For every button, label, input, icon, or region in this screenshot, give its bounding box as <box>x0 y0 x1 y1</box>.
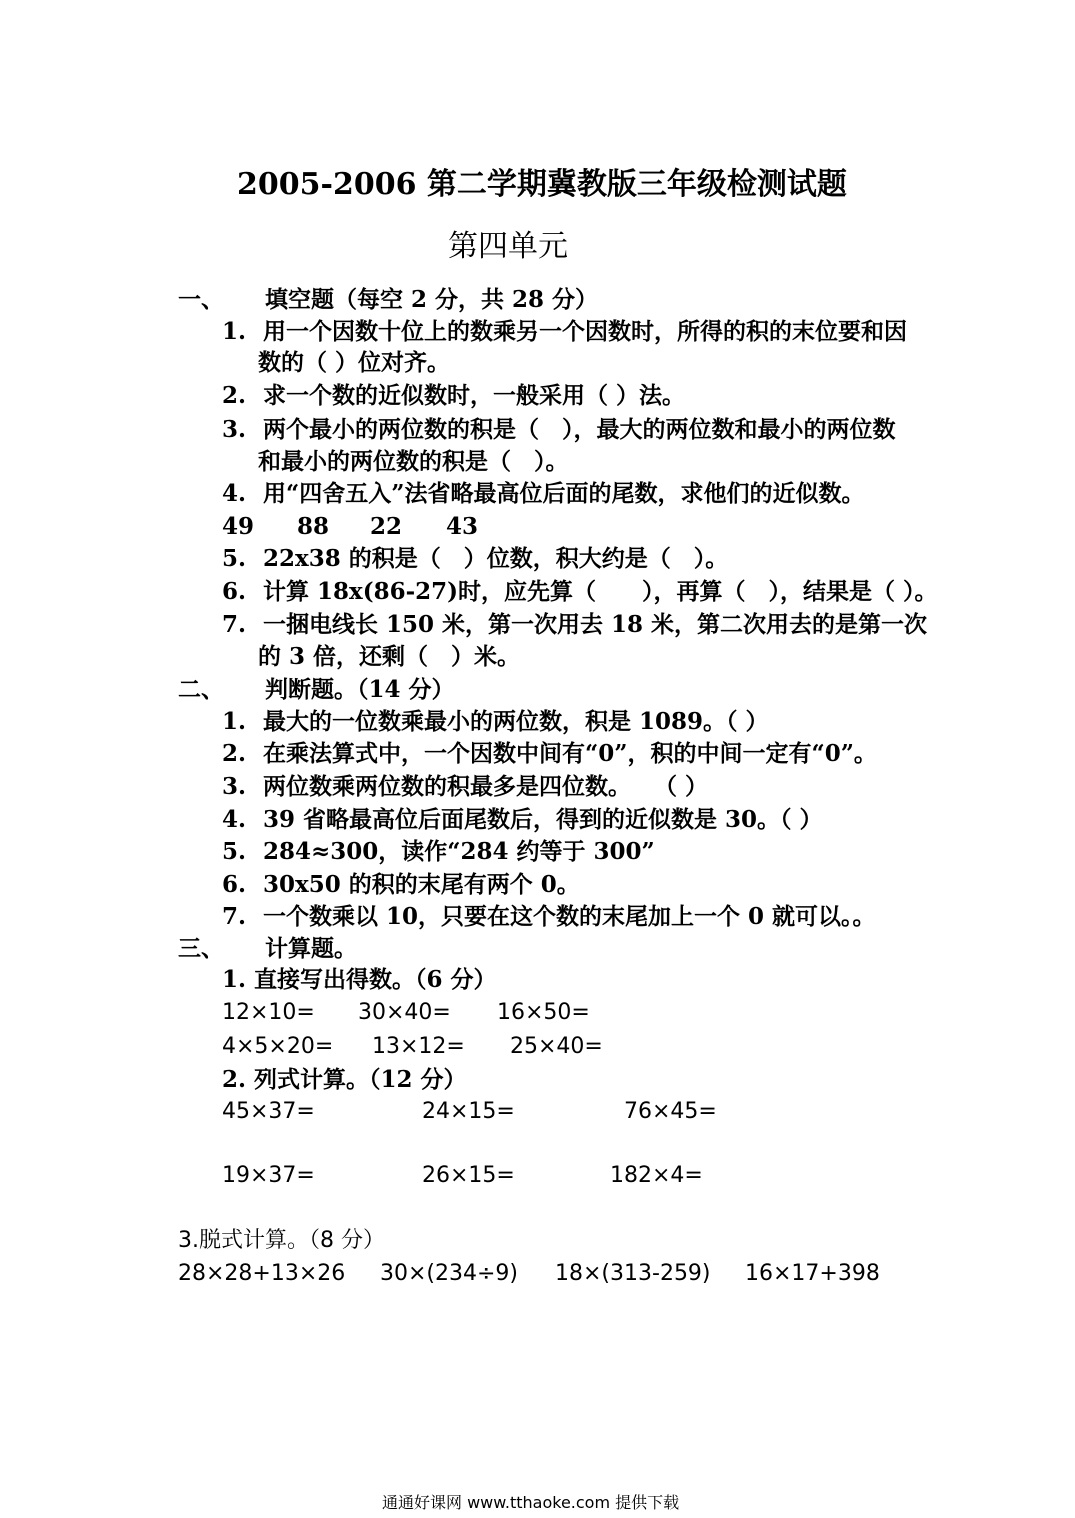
s1-q4-number: 4. <box>222 480 247 507</box>
s3-p1-r1-a: 12×10= <box>222 1000 315 1025</box>
s1-q1-line2: 数的（ ）位对齐。 <box>258 349 451 376</box>
s3-p2-r1-b: 24×15= <box>422 1099 515 1124</box>
s1-q5-line1: 22x38 的积是（ ）位数，积大约是（ ）。 <box>263 545 729 572</box>
s2-q2-number: 2. <box>222 740 247 767</box>
s1-number-1: 49 <box>222 513 255 540</box>
s1-q3-line2: 和最小的两位数的积是（ ）。 <box>258 448 569 475</box>
s2-q1-number: 1. <box>222 708 247 735</box>
s1-q2-line1: 求一个数的近似数时，一般采用（ ）法。 <box>263 382 686 409</box>
s1-q4-line1: 用“四舍五入”法省略最高位后面的尾数，求他们的近似数。 <box>263 480 865 507</box>
s3-part1-heading: 1. 直接写出得数。（6 分） <box>222 966 497 993</box>
s3-p1-r1-c: 16×50= <box>497 1000 590 1025</box>
s2-q5-number: 5. <box>222 838 247 865</box>
s1-q6-number: 6. <box>222 578 247 605</box>
s1-number-2: 88 <box>297 513 330 540</box>
s1-q1-line1: 用一个因数十位上的数乘另一个因数时，所得的积的末位要和因 <box>263 318 907 345</box>
s3-p1-r2-c: 25×40= <box>510 1034 603 1059</box>
section1-heading: 填空题（每空 2 分，共 28 分） <box>265 286 599 313</box>
section3-number: 三、 <box>178 935 224 962</box>
s3-p3-expr3: 18×(313-259) <box>555 1261 711 1286</box>
s1-q7-number: 7. <box>222 611 247 638</box>
s1-q5-number: 5. <box>222 545 247 572</box>
s2-q2-text: 在乘法算式中，一个因数中间有“0”，积的中间一定有“0”。 <box>263 740 877 767</box>
s1-q3-number: 3. <box>222 416 247 443</box>
section3-heading: 计算题。 <box>265 935 357 962</box>
s2-q7-number: 7. <box>222 903 247 930</box>
s3-p2-r2-a: 19×37= <box>222 1163 315 1188</box>
s2-q5-text: 284≈300，读作“284 约等于 300” <box>263 838 655 865</box>
s2-q4-number: 4. <box>222 806 247 833</box>
s3-p2-r1-a: 45×37= <box>222 1099 315 1124</box>
s3-part3-heading: 3.脱式计算。（8 分） <box>178 1228 385 1253</box>
page-subtitle: 第四单元 <box>448 229 568 264</box>
s1-q6-line1: 计算 18x(86-27)时，应先算（ ），再算（ ），结果是（ ）。 <box>263 578 938 605</box>
s1-q3-line1: 两个最小的两位数的积是（ ），最大的两位数和最小的两位数 <box>263 416 896 443</box>
s2-q1-text: 最大的一位数乘最小的两位数，积是 1089。（ ） <box>263 708 769 735</box>
footer-text: 通通好课网 www.tthaoke.com 提供下载 <box>382 1493 680 1512</box>
s3-p3-expr4: 16×17+398 <box>745 1261 880 1286</box>
s2-q4-text: 39 省略最高位后面尾数后，得到的近似数是 30。（ ） <box>263 806 823 833</box>
s1-number-4: 43 <box>446 513 479 540</box>
s3-p3-expr2: 30×(234÷9) <box>380 1261 519 1286</box>
s3-part2-heading: 2. 列式计算。（12 分） <box>222 1066 467 1093</box>
section1-number: 一、 <box>178 286 224 313</box>
s3-p2-r1-c: 76×45= <box>624 1099 717 1124</box>
s3-p1-r2-b: 13×12= <box>372 1034 465 1059</box>
s2-q3-text: 两位数乘两位数的积最多是四位数。 （ ） <box>263 773 709 800</box>
s3-p2-r2-b: 26×15= <box>422 1163 515 1188</box>
s3-p1-r1-b: 30×40= <box>358 1000 451 1025</box>
s1-number-3: 22 <box>370 513 403 540</box>
s2-q6-text: 30x50 的积的末尾有两个 0。 <box>263 871 580 898</box>
s2-q3-number: 3. <box>222 773 247 800</box>
s3-p2-r2-c: 182×4= <box>610 1163 703 1188</box>
s2-q6-number: 6. <box>222 871 247 898</box>
s2-q7-text: 一个数乘以 10，只要在这个数的末尾加上一个 0 就可以。。 <box>263 903 876 930</box>
page-title: 2005-2006 第二学期冀教版三年级检测试题 <box>237 167 847 202</box>
s1-q7-line1: 一捆电线长 150 米，第一次用去 18 米，第二次用去的是第一次 <box>263 611 928 638</box>
s1-q2-number: 2. <box>222 382 247 409</box>
section2-number: 二、 <box>178 676 224 703</box>
s3-p3-expr1: 28×28+13×26 <box>178 1261 346 1286</box>
s3-p1-r2-a: 4×5×20= <box>222 1034 334 1059</box>
s1-q7-line2: 的 3 倍，还剩（ ）米。 <box>258 643 521 670</box>
section2-heading: 判断题。（14 分） <box>265 676 455 703</box>
s1-q1-number: 1. <box>222 318 247 345</box>
